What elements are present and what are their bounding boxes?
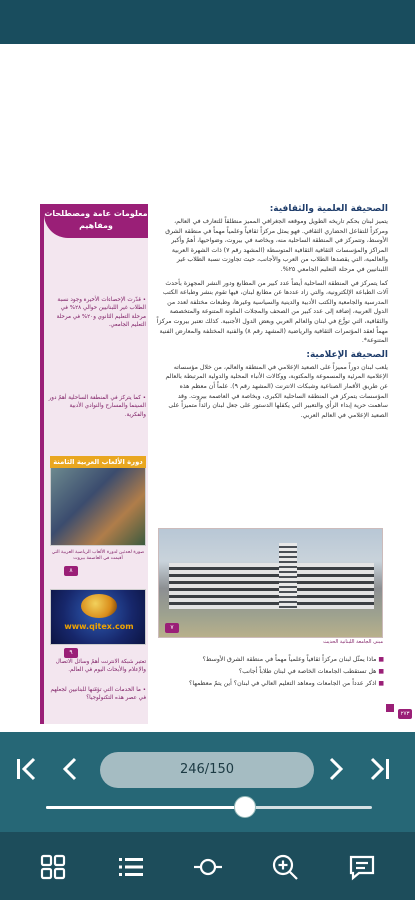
page-indicator[interactable]: 246/150 [100,752,314,788]
info-sidebar [40,204,148,724]
book-page-area[interactable] [0,176,415,732]
page-slider-thumb[interactable] [234,796,256,818]
sidebar-note: • كما يتركز في المنطقة الساحلية أهمّ دور السينما والمسارح والنوادي الأدبية والفكرية. [48,395,146,418]
question-list [164,654,384,690]
figure-number: ٧ [165,623,179,633]
page-navigation-controls [0,732,415,832]
section-heading-science: الصحيفة العلمية والثقافية: [269,204,388,214]
globe-icon [81,594,117,618]
figure-number: ٩ [64,648,78,658]
chevron-right-icon [320,754,350,784]
comment-icon [347,852,377,882]
sidebar-note: تعتبر شبكة الانترنت أهمّ وسائل الاتصال والإعلام والأبحاث اليوم في العالم. [55,659,146,674]
question-item: ■ ماذا يمثّل لبنان مركزاً ثقافياً وعلمياً مهماً في منطقة الشرق الأوسط؟ [164,654,384,666]
olympic-games-title: دورة الألعاب العربية الثامنة [50,456,146,468]
top-bar [0,0,415,44]
university-building-photo [158,528,383,638]
paragraph: كما يتمركز في المنطقة الساحلية أيضاً عدد كبير من المطابع ودور النشر المجهزة بأحدث آلات الطباعة الإلكترونية، والتي زاد عددها عن مطابع لبنان، فيها تقوم بنشر وطباعة الكتب المدرسية والجامعية والكتب الأدبية والدينية والسياسية وغيرها، وطبعات مختلفة لعدد من الدول العربية، إضافة إلى عدد كبير من الصحف والمجلات الملونة المتنوعة والمتخصصة والثقافية، التي توزَّع في لبنان والعالم العربي وبعض الدول الأجنبية. كذلك تعتبر بيروت مركزاً مهماً لعقد المؤتمرات الثقافية والرياضية (المشهد رقم ٨) والفنية المختلفة والمعارض الفنية المتنوعة*. [156,279,388,345]
skip-to-first-icon [12,754,42,784]
website-url: www.qitex.com [64,622,134,631]
last-page-button[interactable] [364,754,394,790]
figure-number: ٨ [64,566,78,576]
next-page-button[interactable] [320,754,350,790]
notes-button[interactable] [347,852,377,882]
internet-globe-image [50,589,146,645]
top-spacer [0,44,415,176]
main-text-column [156,204,388,424]
paragraph: يلعب لبنان دوراً مميزاً على الصعيد الإعلامي في المنطقة والعالم، من خلال مؤسساته الإعلامية المرئية والمسموعة والمكتوبة، ووكالات الأنباء المحلية والدولية المرتبطة بالعالم عن طريق الأقمار الصناعية وشبكات الانترنت (المشهد رقم ٩). علماً أن معظم هذه المؤسسات يتمركز في المنطقة الساحلية الكبرى، وبخاصة في العاصمة بيروت. وقد ساهمت حرية إبداء الرأي والتعبير التي يكفلها الدستور على جعل لبنان رائداً متميزاً على الصعيد الإعلامي في العالم العربي. [165,363,388,419]
table-of-contents-button[interactable] [116,852,146,882]
page-marker [386,704,394,712]
zoom-in-icon [270,852,300,882]
figure-caption: صورة لحدثين لدورة الألعاب الرياضية العربية التي أقيمت في العاصمة بيروت [51,550,145,561]
sidebar-note: • ما الخدمات التي تؤمّنها للبنانيين لجعلهم في عصر هذه التكنولوجيا؟ [50,687,146,702]
question-item: ■ اذكر عدداً من الجامعات ومعاهد التعليم العالي في لبنان؟ أين يتمّ معظمها؟ [164,678,384,690]
sidebar-note: • قدّرت الإحصاءات الأخيرة وجود نسبة الطلاب غير اللبنانيين حوالي ٢٨% في مرحلة التعليم الثانوي و٢٠% في مرحلة التعليم الجامعي. [56,297,146,329]
first-page-button[interactable] [12,754,42,790]
building-tower [279,543,297,609]
grid-icon [38,852,68,882]
thumbnails-button[interactable] [38,852,68,882]
rotate-icon [193,852,223,882]
olympic-games-photo [50,466,146,546]
zoom-button[interactable] [270,852,300,882]
bottom-toolbar [0,832,415,900]
figure-caption: مبنى الجامعة اللبنانية الحديث [323,639,383,645]
section-heading-media: الصحيفة الإعلامية: [306,349,388,360]
building-facade [169,563,374,609]
rotate-button[interactable] [193,852,223,882]
skip-to-last-icon [364,754,394,784]
sidebar-title: معلومات عامة ومصطلحات ومفاهيم [44,204,148,238]
page-slider-track[interactable] [46,806,372,809]
paragraph: يتميز لبنان بحكم تاريخه الطويل وموقعه الجغرافي المميز منطلقاً للتعارف في العالم، ومركزاً للتفاعل الحضاري الثقافي. فهو يمثل مركزاً ثقافياً وعلمياً مهماً في منطقة الشرق الأوسط، وتتمركز في المنطقة الساحلية منه، وبخاصة في بيروت، وضواحيها، أهمّ وأكبر المراكز والمؤسسات الثقافية الثقافية المتوسطة (المشهد رقم ٧) ذات الشهرة العربية والعالمية، التي يقصدها الطلاب من العرب والأجانب، حيث تجاوزت نسبة الطلاب غير اللبنانيين في مرحلة التعليم الجامعي ٢٥%. [165,218,388,273]
previous-page-button[interactable] [56,754,86,790]
list-icon [116,852,146,882]
page-slider-fill [46,806,245,809]
question-item: ■ هل تستقطب الجامعات الخاصة في لبنان طلاباً أجانب؟ [164,666,384,678]
book-page [0,176,415,732]
page-number-badge: ٢٧٣ [398,709,412,719]
chevron-left-icon [56,754,86,784]
